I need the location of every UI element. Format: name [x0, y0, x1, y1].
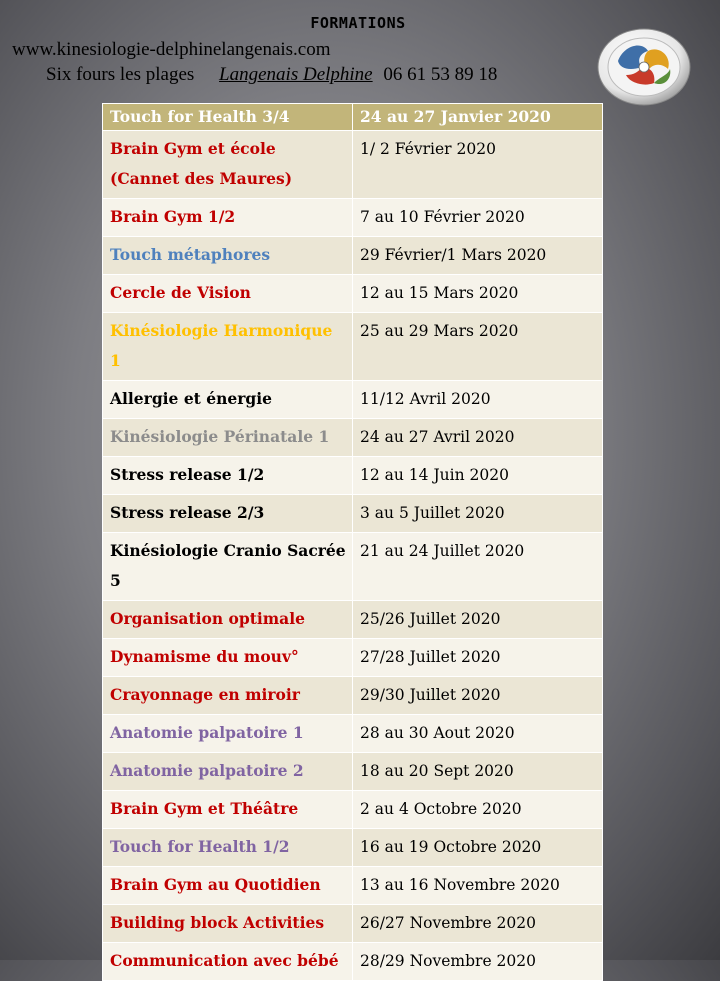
- course-name: Dynamisme du mouv°: [103, 639, 353, 677]
- course-dates: 3 au 5 Juillet 2020: [353, 495, 603, 533]
- logo-emblem: [596, 27, 692, 107]
- course-dates: 25 au 29 Mars 2020: [353, 313, 603, 381]
- trainer-name: Langenais Delphine: [219, 64, 373, 85]
- course-name: Organisation optimale: [103, 601, 353, 639]
- course-name: Building block Activities: [103, 905, 353, 943]
- table-row: [103, 199, 603, 237]
- course-dates: 28/29 Novembre 2020: [353, 943, 603, 981]
- phone-number: 06 61 53 89 18: [383, 64, 498, 85]
- website-url: www.kinesiologie-delphinelangenais.com: [12, 39, 331, 60]
- course-name: Touch métaphores: [103, 237, 353, 275]
- table-row: [103, 639, 603, 677]
- course-dates: 28 au 30 Aout 2020: [353, 715, 603, 753]
- course-name: Brain Gym 1/2: [103, 199, 353, 237]
- course-name: Anatomie palpatoire 1: [103, 715, 353, 753]
- course-name: Anatomie palpatoire 2: [103, 753, 353, 791]
- header-course: Touch for Health 3/4: [103, 104, 353, 131]
- course-dates: 11/12 Avril 2020: [353, 381, 603, 419]
- course-dates: 21 au 24 Juillet 2020: [353, 533, 603, 601]
- table-row: [103, 829, 603, 867]
- table-row: [103, 237, 603, 275]
- course-name: Stress release 2/3: [103, 495, 353, 533]
- course-dates: 7 au 10 Février 2020: [353, 199, 603, 237]
- course-dates: 12 au 14 Juin 2020: [353, 457, 603, 495]
- schedule-table: [102, 103, 603, 981]
- course-name: Touch for Health 1/2: [103, 829, 353, 867]
- table-row: [103, 753, 603, 791]
- course-name: Kinésiologie Harmonique 1: [103, 313, 353, 381]
- course-dates: 24 au 27 Avril 2020: [353, 419, 603, 457]
- course-dates: 25/26 Juillet 2020: [353, 601, 603, 639]
- course-dates: 29 Février/1 Mars 2020: [353, 237, 603, 275]
- table-row: [103, 601, 603, 639]
- city: Six fours les plages: [46, 64, 195, 85]
- course-name: Communication avec bébé: [103, 943, 353, 981]
- table-row: [103, 533, 603, 601]
- course-dates: 12 au 15 Mars 2020: [353, 275, 603, 313]
- course-dates: 27/28 Juillet 2020: [353, 639, 603, 677]
- course-name: Brain Gym au Quotidien: [103, 867, 353, 905]
- course-name: Kinésiologie Cranio Sacrée 5: [103, 533, 353, 601]
- table-row: [103, 381, 603, 419]
- course-name: Brain Gym et Théâtre: [103, 791, 353, 829]
- table-row: [103, 131, 603, 199]
- table-row: [103, 867, 603, 905]
- header-dates: 24 au 27 Janvier 2020: [353, 104, 603, 131]
- course-dates: 16 au 19 Octobre 2020: [353, 829, 603, 867]
- table-row: [103, 715, 603, 753]
- table-row: [103, 313, 603, 381]
- table-row: [103, 943, 603, 981]
- table-header-row: [103, 104, 603, 131]
- course-dates: 2 au 4 Octobre 2020: [353, 791, 603, 829]
- table-row: [103, 905, 603, 943]
- course-name: Stress release 1/2: [103, 457, 353, 495]
- course-name: Cercle de Vision: [103, 275, 353, 313]
- course-name: Allergie et énergie: [103, 381, 353, 419]
- course-name: Crayonnage en miroir: [103, 677, 353, 715]
- course-dates: 26/27 Novembre 2020: [353, 905, 603, 943]
- table-row: [103, 791, 603, 829]
- contact-line: [46, 64, 497, 86]
- table-row: [103, 419, 603, 457]
- page-title: FORMATIONS: [310, 14, 406, 32]
- table-row: [103, 495, 603, 533]
- course-dates: 1/ 2 Février 2020: [353, 131, 603, 199]
- course-dates: 13 au 16 Novembre 2020: [353, 867, 603, 905]
- course-dates: 18 au 20 Sept 2020: [353, 753, 603, 791]
- table-row: [103, 275, 603, 313]
- course-dates: 29/30 Juillet 2020: [353, 677, 603, 715]
- table-row: [103, 457, 603, 495]
- table-row: [103, 677, 603, 715]
- course-name: Brain Gym et école (Cannet des Maures): [103, 131, 353, 199]
- course-name: Kinésiologie Périnatale 1: [103, 419, 353, 457]
